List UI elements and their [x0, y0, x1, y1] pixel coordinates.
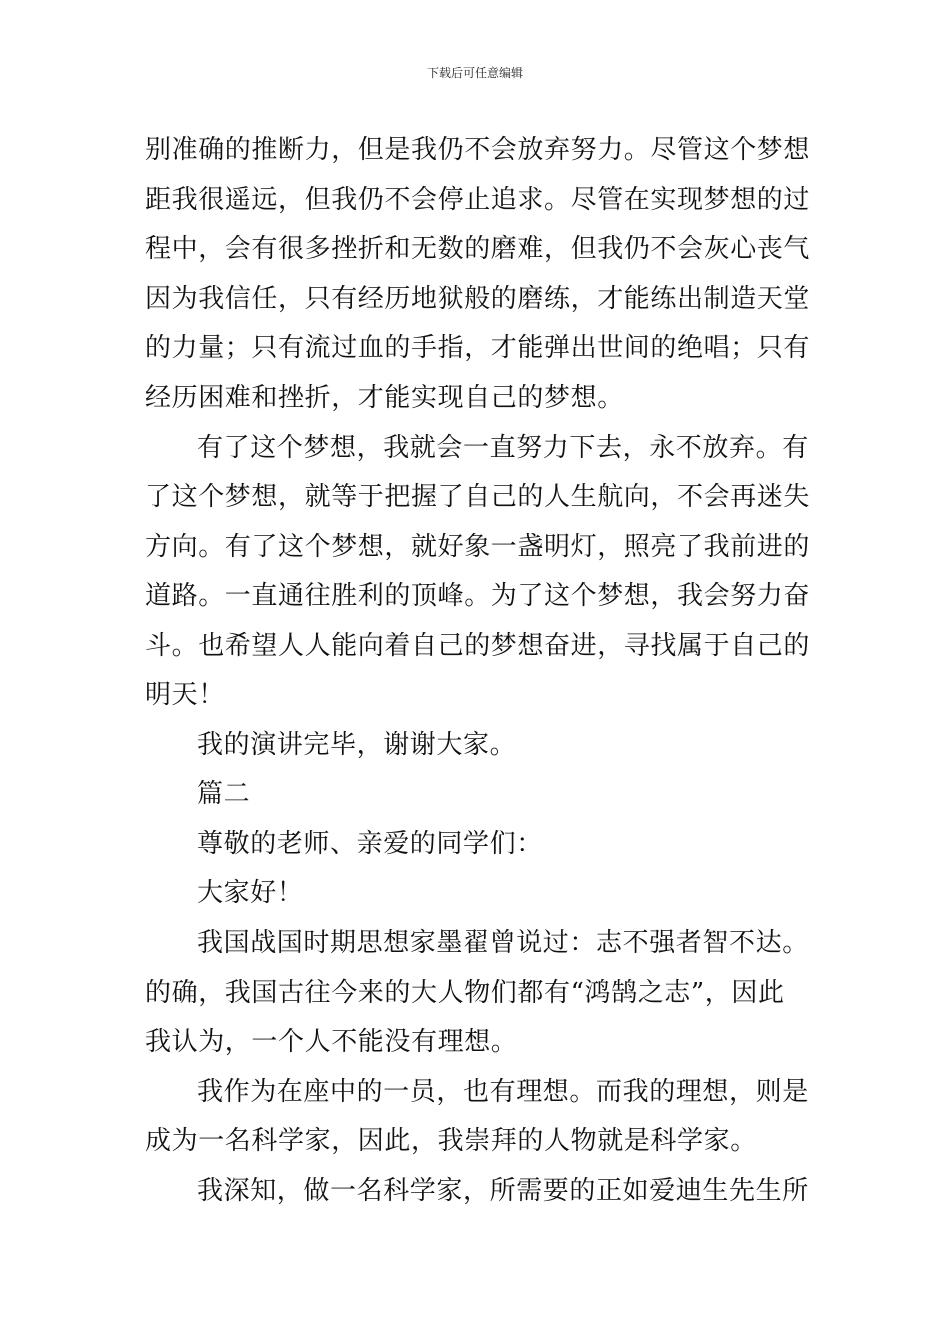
paragraph-line: 成为一名科学家，因此，我崇拜的人物就是科学家。	[145, 1126, 757, 1156]
paragraph-line: 了这个梦想，就等于把握了自己的人生航向，不会再迷失	[145, 482, 811, 512]
greeting-line: 大家好！	[197, 878, 304, 908]
paragraph-line: 我作为在座中的一员，也有理想。而我的理想，则是	[197, 1077, 809, 1107]
paragraph-line: 有了这个梦想，我就会一直努力下去，永不放弃。有	[197, 433, 809, 463]
paragraph-line: 道路。一直通往胜利的顶峰。为了这个梦想，我会努力奋	[145, 581, 811, 611]
paragraph-line: 斗。也希望人人能向着自己的梦想奋进，寻找属于自己的	[145, 631, 811, 661]
paragraph-line: 经历困难和挫折，才能实现自己的梦想。	[145, 383, 624, 413]
paragraph-line: 的确，我国古往今来的大人物们都有“鸿鹄之志”，因此	[145, 978, 785, 1008]
salutation-line: 尊敬的老师、亲爱的同学们：	[197, 829, 543, 859]
paragraph-line: 程中，会有很多挫折和无数的磨难，但我仍不会灰心丧气	[145, 234, 811, 264]
paragraph-line: 我国战国时期思想家墨翟曾说过：志不强者智不达。	[197, 928, 809, 958]
section-heading: 篇二	[197, 779, 251, 809]
paragraph-line: 因为我信任，只有经历地狱般的磨练，才能练出制造天堂	[145, 284, 811, 314]
paragraph-line: 我的演讲完毕，谢谢大家。	[197, 730, 517, 760]
paragraph-line: 我深知，做一名科学家，所需要的正如爱迪生先生所	[197, 1176, 809, 1206]
paragraph-line: 的力量；只有流过血的手指，才能弹出世间的绝唱；只有	[145, 333, 811, 363]
page-header: 下载后可任意编辑	[426, 66, 523, 80]
paragraph-line: 方向。有了这个梦想，就好象一盏明灯，照亮了我前进的	[145, 532, 811, 562]
paragraph-line: 距我很遥远，但我仍不会停止追求。尽管在实现梦想的过	[145, 185, 811, 215]
paragraph-line: 明天！	[145, 680, 225, 710]
paragraph-line: 我认为，一个人不能没有理想。	[145, 1027, 518, 1057]
paragraph-line: 别准确的推断力，但是我仍不会放弃努力。尽管这个梦想	[145, 135, 811, 165]
